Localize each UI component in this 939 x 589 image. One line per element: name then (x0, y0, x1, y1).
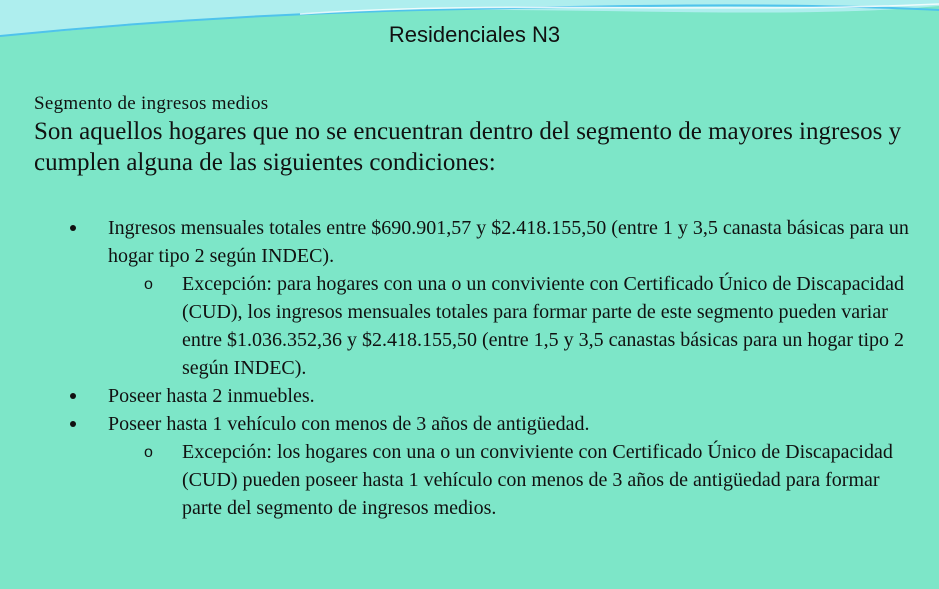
sub-bullet-marker: o (144, 444, 153, 461)
sub-list-item (34, 270, 924, 382)
intro-paragraph: Son aquellos hogares que no se encuentran dentro del segmento de mayores ingresos y cumplen alguna de las siguientes condiciones: (34, 118, 902, 176)
list-item-text: Poseer hasta 1 vehículo con menos de 3 años de antigüedad. (108, 413, 590, 435)
sub-list-item (34, 438, 924, 522)
sub-list-item-text: Excepción: para hogares con una o un conviviente con Certificado Único de Discapacidad (CUD), los ingresos mensuales totales para formar parte de este segmento pueden variar entre $1.036.352,36 y $2.418.155,50 (entre 1,5 y 3,5 canastas básicas para un hogar tipo 2 según INDEC). (182, 273, 905, 379)
bullet-dot-icon (70, 225, 76, 231)
list-item (34, 410, 924, 522)
list-item (34, 382, 924, 410)
bullet-dot-icon (70, 421, 76, 427)
slide-title: Residenciales N3 (388, 22, 561, 47)
list-item-text: Poseer hasta 2 inmuebles. (108, 385, 315, 407)
sub-bullet-marker: o (144, 276, 153, 293)
sub-list-item-text: Excepción: los hogares con una o un conviviente con Certificado Único de Discapacidad (CUD) pueden poseer hasta 1 vehículo con menos de 3 años de antigüedad para formar parte del segmento de ingresos medios. (182, 441, 893, 519)
bullet-dot-icon (70, 393, 76, 399)
conditions-list (34, 214, 924, 522)
sub-list (108, 438, 924, 522)
sub-list (108, 270, 924, 382)
list-item (34, 214, 924, 382)
slide-content (34, 92, 924, 522)
segment-subtitle: Segmento de ingresos medios (34, 93, 269, 114)
list-item-text: Ingresos mensuales totales entre $690.901,57 y $2.418.155,50 (entre 1 y 3,5 canasta básicas para un hogar tipo 2 según INDEC). (108, 217, 909, 267)
